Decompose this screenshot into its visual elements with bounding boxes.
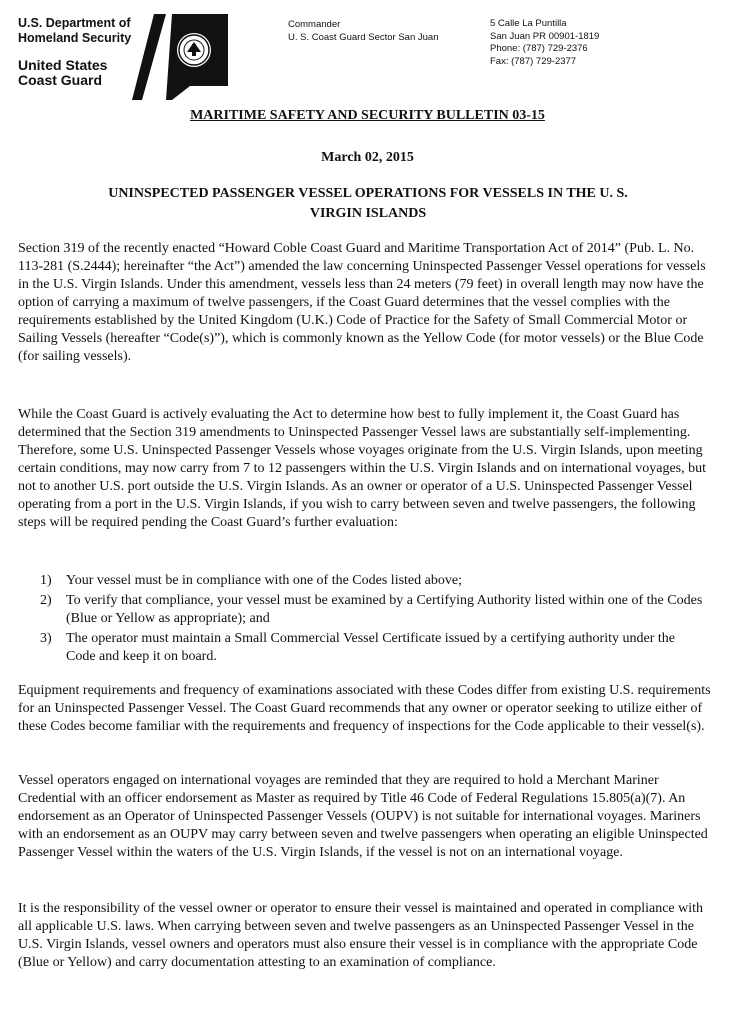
list-text: To verify that compliance, your vessel must be examined by a Certifying Authority listed within one of the Codes (Blue or Yellow as appropriate); and <box>66 593 703 626</box>
list-item <box>40 592 705 628</box>
department-line-1: U.S. Department of <box>18 16 131 30</box>
bulletin-date: March 02, 2015 <box>321 150 414 165</box>
list-text: The operator must maintain a Small Commercial Vessel Certificate issued by a certifying authority under the Code and keep it on board. <box>66 631 675 664</box>
paragraph-text: Equipment requirements and frequency of examinations associated with these Codes differ from existing U.S. requirements for an Uninspected Passenger Vessel. The Coast Guard recommends that any owner or operator seeking to utilize either of these Codes become familiar with the requirements and frequency of inspections for the Code applicable to their vessel(s). <box>18 683 711 734</box>
address-block <box>490 18 599 68</box>
fax-number: Fax: (787) 729-2377 <box>490 55 577 67</box>
paragraph-text: It is the responsibility of the vessel owner or operator to ensure their vessel is maintained and operated in compliance with all applicable U.S. laws. When carrying between seven and twelve passengers as an Uninspected Passenger Vessel in the U.S. Virgin Islands, vessel owners and operators must also ensure their vessel is in compliance with the appropriate Code (Blue or Yellow) and carry documentation attesting to an examination of compliance. <box>18 901 704 970</box>
paragraph-2 <box>18 406 718 532</box>
coast-guard-stripe-logo <box>132 14 228 100</box>
list-number: 1) <box>40 573 52 588</box>
subject-line-1: UNINSPECTED PASSENGER VESSEL OPERATIONS FOR VESSELS IN THE U. S. <box>108 186 628 201</box>
bulletin-title: MARITIME SAFETY AND SECURITY BULLETIN 03-15 <box>190 108 545 123</box>
subject-heading <box>28 184 708 224</box>
list-item <box>40 572 705 590</box>
paragraph-4 <box>18 772 718 862</box>
agency-line-2: Coast Guard <box>18 72 103 88</box>
letterhead <box>0 0 735 100</box>
department-name <box>18 16 131 46</box>
street-address: 5 Calle La Puntilla <box>490 18 567 29</box>
department-line-2: Homeland Security <box>18 31 132 45</box>
list-number: 2) <box>40 593 52 608</box>
paragraph-text: Section 319 of the recently enacted “Howard Coble Coast Guard and Maritime Transportation Act of 2014” (Pub. L. No. 113-281 (S.2444); hereinafter “the Act”) amended the law concerning Uninspected Passenger Vessel operations for vessels in the U.S. Virgin Islands. Under this amendment, vessels less than 24 meters (79 feet) in overall length may now have the option of carrying a maximum of twelve passengers, if the Coast Guard determines that the vessel complies with the requirements established by the United Kingdom (U.K.) Code of Practice for the Safety of Small Commercial Motor or Sailing Vessels (hereafter “Code(s)”), which is commonly known as the Yellow Code (for motor vessels) or the Blue Code (for sailing vessels). <box>18 241 706 364</box>
subject-line-2: VIRGIN ISLANDS <box>309 206 427 221</box>
list-item <box>40 630 705 666</box>
list-number: 3) <box>40 631 52 646</box>
list-text: Your vessel must be in compliance with one of the Codes listed above; <box>66 573 462 588</box>
commander-title: Commander <box>288 19 341 30</box>
city-address: San Juan PR 00901-1819 <box>490 30 600 42</box>
agency-name <box>18 58 107 88</box>
commander-block <box>288 18 439 44</box>
paragraph-3 <box>18 682 718 736</box>
agency-line-1: United States <box>18 57 108 73</box>
paragraph-1 <box>18 240 718 366</box>
paragraph-text: While the Coast Guard is actively evaluating the Act to determine how best to fully implement it, the Coast Guard has determined that the Section 319 amendments to Uninspected Passenger Vessel laws are substantially self-implementing. Therefore, some U.S. Uninspected Passenger Vessels whose voyages originate from the U.S. Virgin Islands, upon meeting certain conditions, may now carry from 7 to 12 passengers within the U.S. Virgin Islands and on international voyages, but not to another U.S. port outside the U.S. Virgin Islands. As an owner or operator of a U.S. Uninspected Passenger Vessel operating from a port in the U.S. Virgin Islands, if you wish to carry between seven and twelve passengers, the following steps will be required pending the Coast Guard’s further evaluation: <box>18 407 707 530</box>
paragraph-text: Vessel operators engaged on international voyages are reminded that they are required to hold a Merchant Mariner Credential with an officer endorsement as Master as required by Title 46 Code of Federal Regulations 15.805(a)(7). An endorsement as an Operator of Uninspected Passenger Vessels (OUPV) is not suitable for international voyages. Mariners with an endorsement as an OUPV may carry between seven and twelve passengers when operating an eligible Uninspected Passenger Vessel within the waters of the U.S. Virgin Islands, if the vessel is not on an international voyage. <box>18 773 708 860</box>
steps-list <box>40 572 705 668</box>
phone-number: Phone: (787) 729-2376 <box>490 43 588 54</box>
paragraph-5 <box>18 900 718 972</box>
sector-name: U. S. Coast Guard Sector San Juan <box>288 32 439 43</box>
